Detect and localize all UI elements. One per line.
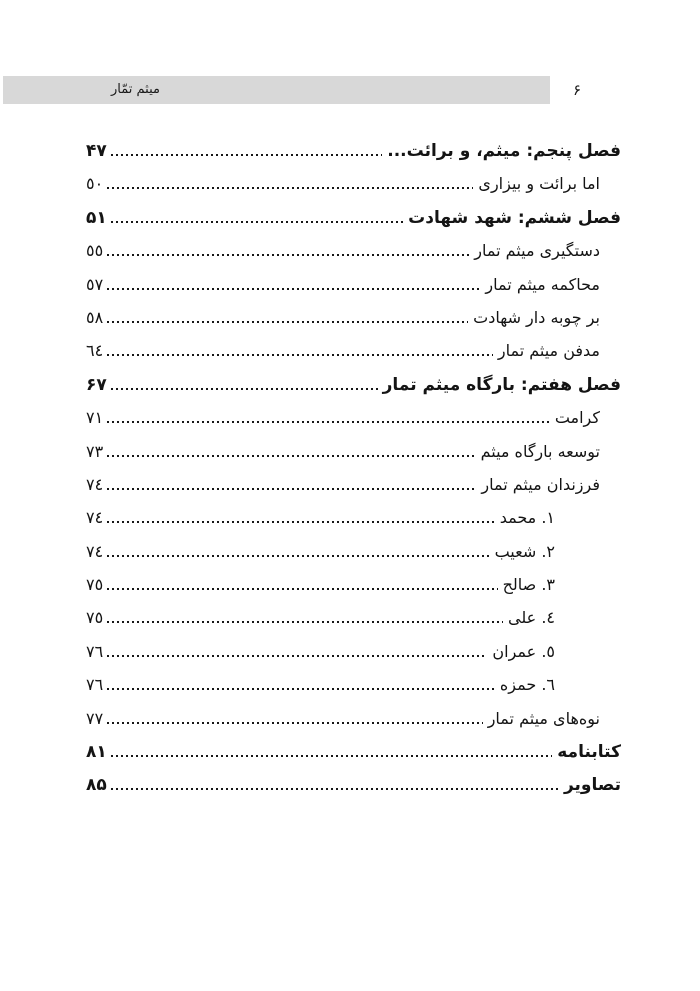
toc-entry-page-number: ٥٨ [86,307,104,327]
toc-entry-label: ٥. عمران [492,641,555,661]
dotted-leader [107,455,475,457]
dotted-leader [107,488,476,490]
dotted-leader [107,621,503,623]
toc-entry-page-number: ٥٠ [86,174,104,194]
toc-entry-page-number: ٧٣ [86,441,104,461]
dotted-leader [111,788,559,790]
toc-entry-page-number: ۶۷ [86,374,107,395]
toc-entry [86,368,621,401]
dotted-leader [107,521,495,523]
toc-entry-label: فصل هفتم: بارگاه میثم تمار [382,374,621,395]
toc-entry [86,234,621,267]
toc-entry-label: ١. محمد [499,508,555,528]
toc-entry [86,668,621,701]
running-header-title: میثم تمّار [111,82,160,97]
toc-entry-page-number: ٧٦ [86,641,104,661]
toc-entry [86,268,621,301]
toc-entry-label: فصل ششم: شهد شهادت [408,207,621,228]
toc-entry-label: محاکمه میثم تمار [485,274,600,294]
toc-entry-label: کرامت [554,408,600,428]
dotted-leader [107,288,480,290]
toc-entry-page-number: ٦٤ [86,341,104,361]
toc-entry-page-number: ٧١ [86,408,104,428]
toc-entry-page-number: ٧٤ [86,541,104,561]
toc-entry-page-number: ۵۱ [86,207,107,228]
toc-entry [86,201,621,234]
toc-entry-page-number: ۸۵ [86,775,107,796]
toc-entry-label: تصاویر [563,775,621,796]
toc-entry-page-number: ٧٦ [86,675,104,695]
toc-entry-label: مدفن میثم تمار [497,341,600,361]
toc-entry [86,601,621,634]
toc-entry [86,134,621,167]
dotted-leader [111,221,403,223]
toc-entry-label: ٣. صالح [502,575,555,595]
toc-entry-label: فصل پنجم: میثم، و برائت... [387,141,621,161]
toc-entry [86,501,621,534]
toc-entry-label: دستگیری میثم تمار [474,241,600,261]
toc-entry-label: نوه‌های میثم تمار [487,708,600,728]
dotted-leader [111,755,552,757]
toc-entry-page-number: ۴۷ [86,141,107,161]
toc-entry-page-number: ٧٥ [86,608,104,628]
toc-entry-label: ٤. علی [508,608,555,628]
toc-entry-page-number: ٧٤ [86,474,104,494]
toc-entry [86,735,621,768]
toc-entry-page-number: ٧٤ [86,508,104,528]
toc-entry-label: کتابنامه [557,742,621,763]
toc-entry [86,167,621,200]
toc-entry-page-number: ٧٧ [86,708,104,728]
toc-entry-label: اما برائت و بیزاری [478,174,600,194]
toc-entry-label: توسعه بارگاه میثم [480,441,600,461]
dotted-leader [107,254,469,256]
toc-entry-label: بر چوبه دار شهادت [473,307,600,327]
toc-entry [86,768,621,801]
toc-entry-page-number: ٥٧ [86,274,104,294]
dotted-leader [107,555,489,557]
toc-entry-page-number: ٥٥ [86,241,104,261]
toc-entry-label: فرزندان میثم تمار [481,474,600,494]
dotted-leader [107,421,550,423]
toc-entry [86,635,621,668]
dotted-leader [111,388,378,390]
dotted-leader [107,588,497,590]
dotted-leader [107,722,483,724]
table-of-contents [86,134,621,802]
toc-entry-label: ٢. شعیب [494,541,555,561]
dotted-leader [107,187,473,189]
toc-entry [86,535,621,568]
toc-entry [86,702,621,735]
running-header-bar [3,76,550,104]
dotted-leader [107,655,487,657]
toc-entry [86,435,621,468]
dotted-leader [107,354,493,356]
page-number: ۶ [573,81,582,99]
dotted-leader [111,154,383,156]
toc-entry-label: ٦. حمزه [499,675,555,695]
toc-entry [86,301,621,334]
toc-entry [86,468,621,501]
dotted-leader [107,321,468,323]
toc-entry-page-number: ۸۱ [86,742,107,763]
toc-entry [86,568,621,601]
toc-entry-page-number: ٧٥ [86,575,104,595]
toc-entry [86,401,621,434]
toc-entry [86,334,621,367]
dotted-leader [107,688,495,690]
